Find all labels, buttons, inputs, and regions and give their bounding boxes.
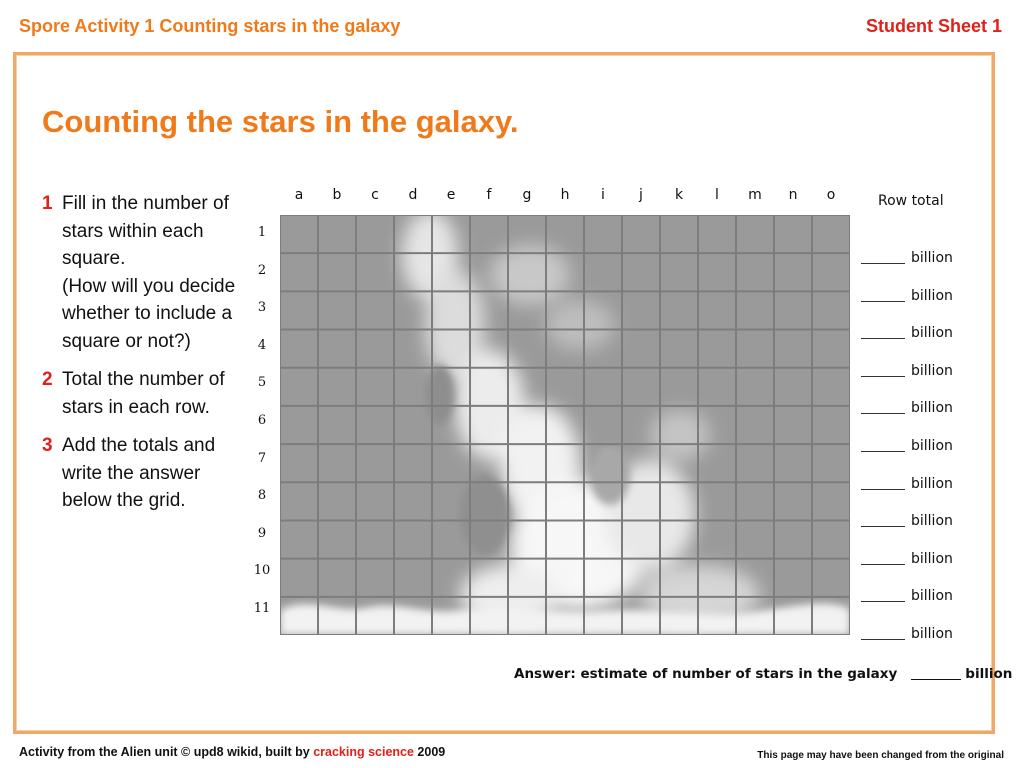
- row-total-blank[interactable]: [861, 526, 905, 527]
- answer-blank[interactable]: [911, 679, 961, 680]
- row-total-field[interactable]: [861, 438, 953, 454]
- row-total-unit: billion: [911, 250, 953, 266]
- row-total-field[interactable]: [861, 400, 953, 416]
- row-label: 8: [257, 488, 267, 504]
- row-total-unit: billion: [911, 287, 953, 304]
- step-text: Total the number of stars in each row.: [62, 369, 225, 418]
- column-label: b: [332, 187, 342, 203]
- row-total-field[interactable]: [861, 626, 953, 642]
- row-total-header: Row total: [878, 193, 944, 209]
- row-label: 1: [257, 225, 267, 240]
- row-total-blank[interactable]: [861, 301, 905, 302]
- footer-credit-prefix: Activity from the Alien unit © upd8 wikid, built by: [19, 745, 314, 759]
- row-label: 2: [257, 262, 267, 278]
- instruction-step-2: [42, 366, 242, 421]
- footer-credit-suffix: 2009: [413, 745, 446, 759]
- row-label: 10: [253, 563, 271, 579]
- row-total-field[interactable]: [861, 363, 953, 379]
- column-label: e: [446, 187, 456, 203]
- row-total-unit: billion: [911, 400, 953, 417]
- step-number: 3: [42, 435, 53, 456]
- row-label: 11: [253, 601, 271, 616]
- sheet-number: Student Sheet 1: [865, 16, 1002, 36]
- step-number: 1: [42, 193, 53, 214]
- row-total-blank[interactable]: [861, 376, 905, 377]
- row-label: 4: [257, 337, 267, 353]
- row-label: 9: [257, 525, 267, 541]
- row-total-blank[interactable]: [861, 263, 905, 264]
- column-label: a: [294, 187, 304, 203]
- column-label: l: [715, 187, 719, 203]
- row-total-unit: billion: [911, 325, 953, 342]
- column-label: o: [826, 187, 836, 203]
- column-label: c: [371, 187, 379, 203]
- row-label: 6: [257, 413, 267, 428]
- column-label: d: [408, 187, 418, 203]
- answer-label: Answer: estimate of number of stars in the galaxy: [514, 666, 898, 682]
- row-total-blank[interactable]: [861, 639, 905, 640]
- step-text: Fill in the number of stars within each square.: [62, 193, 229, 269]
- sheet-title: Spore Activity 1 Counting stars in the galaxy: [19, 16, 401, 36]
- galaxy-grid: [280, 215, 850, 635]
- row-total-blank[interactable]: [861, 451, 905, 452]
- instruction-step-3: [42, 432, 242, 515]
- row-total-unit: billion: [911, 475, 953, 492]
- row-total-unit: billion: [911, 362, 953, 379]
- step-note: (How will you decide whether to include a square or not?): [62, 275, 236, 352]
- column-label: j: [639, 187, 643, 203]
- row-total-blank[interactable]: [861, 601, 905, 602]
- row-total-field[interactable]: [861, 588, 953, 604]
- row-total-blank[interactable]: [861, 413, 905, 414]
- instructions: [42, 190, 242, 526]
- row-total-unit: billion: [911, 513, 953, 530]
- row-total-field[interactable]: [861, 551, 953, 567]
- row-total-blank[interactable]: [861, 338, 905, 339]
- row-total-blank[interactable]: [861, 564, 905, 565]
- footer-disclaimer: This page may have been changed from the original: [757, 750, 1004, 761]
- page-title: Counting the stars in the galaxy.: [42, 104, 519, 139]
- step-number: 2: [42, 369, 53, 390]
- footer-credit: [19, 745, 445, 759]
- row-total-field[interactable]: [861, 325, 953, 341]
- column-label: m: [748, 187, 762, 203]
- answer-unit: billion: [965, 666, 1013, 682]
- column-label: k: [674, 187, 684, 203]
- column-label: h: [560, 187, 570, 203]
- step-text: Add the totals and write the answer below the grid.: [62, 435, 216, 511]
- row-total-field[interactable]: [861, 288, 953, 304]
- row-label: 5: [257, 375, 267, 391]
- instruction-step-1: [42, 190, 242, 355]
- column-label: i: [601, 187, 605, 203]
- row-total-blank[interactable]: [861, 489, 905, 490]
- column-label: n: [788, 187, 798, 203]
- column-label: g: [522, 187, 532, 203]
- row-total-field[interactable]: [861, 250, 953, 266]
- row-label: 7: [257, 450, 267, 466]
- answer-line: [514, 666, 1012, 682]
- row-total-unit: billion: [911, 626, 953, 642]
- column-label: f: [486, 187, 492, 203]
- row-total-unit: billion: [911, 438, 953, 454]
- row-total-unit: billion: [911, 588, 953, 605]
- row-total-unit: billion: [911, 550, 953, 567]
- row-total-field[interactable]: [861, 513, 953, 529]
- row-total-field[interactable]: [861, 476, 953, 492]
- row-label: 3: [257, 300, 267, 316]
- footer-credit-link[interactable]: cracking science: [313, 745, 414, 759]
